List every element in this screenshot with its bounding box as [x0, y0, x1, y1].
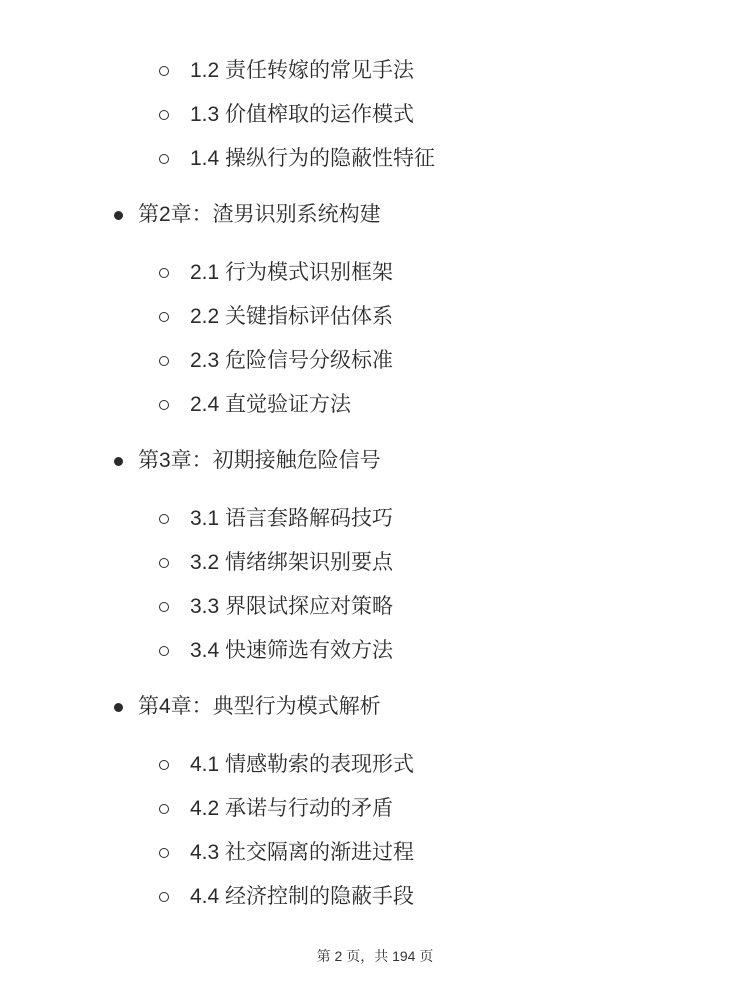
toc-item [0, 93, 750, 137]
toc-item-label: 3.3 界限试探应对策略 [190, 595, 394, 618]
toc-item-label: 2.3 危险信号分级标准 [190, 349, 394, 372]
disc-bullet-icon [114, 457, 123, 466]
toc-item-label: 3.2 情绪绑架识别要点 [190, 551, 394, 574]
circle-bullet-icon [159, 760, 169, 770]
toc-item-label: 1.3 价值榨取的运作模式 [190, 103, 415, 126]
toc-item-label: 2.2 关键指标评估体系 [190, 305, 394, 328]
disc-bullet-icon [114, 211, 123, 220]
page-indicator: 第 2 页，共 194 页 [316, 948, 434, 964]
toc-chapter [0, 193, 750, 237]
toc-item [0, 787, 750, 831]
toc-item [0, 497, 750, 541]
toc-item-label: 3.4 快速筛选有效方法 [190, 639, 394, 662]
circle-bullet-icon [159, 268, 169, 278]
toc-chapter-label: 第4章：典型行为模式解析 [138, 695, 381, 718]
toc-item-label: 2.4 直觉验证方法 [190, 393, 352, 416]
toc-item-label: 4.1 情感勒索的表现形式 [190, 753, 415, 776]
toc-item-label: 4.2 承诺与行动的矛盾 [190, 797, 394, 820]
circle-bullet-icon [159, 400, 169, 410]
circle-bullet-icon [159, 892, 169, 902]
circle-bullet-icon [159, 66, 169, 76]
circle-bullet-icon [159, 110, 169, 120]
toc-chapter-label: 第2章：渣男识别系统构建 [138, 203, 381, 226]
toc-item [0, 541, 750, 585]
toc-item-label: 2.1 行为模式识别框架 [190, 261, 394, 284]
disc-bullet-icon [114, 703, 123, 712]
toc-item [0, 383, 750, 427]
toc-item-label: 4.3 社交隔离的渐进过程 [190, 841, 415, 864]
toc-item [0, 251, 750, 295]
circle-bullet-icon [159, 848, 169, 858]
circle-bullet-icon [159, 602, 169, 612]
circle-bullet-icon [159, 514, 169, 524]
toc-item [0, 295, 750, 339]
toc-item [0, 339, 750, 383]
toc-item [0, 743, 750, 787]
toc-chapter-label: 第3章：初期接触危险信号 [138, 449, 381, 472]
toc-item [0, 831, 750, 875]
circle-bullet-icon [159, 558, 169, 568]
toc-item-label: 1.2 责任转嫁的常见手法 [190, 59, 415, 82]
toc-item-label: 4.4 经济控制的隐蔽手段 [190, 885, 415, 908]
toc-item [0, 585, 750, 629]
circle-bullet-icon [159, 356, 169, 366]
toc-item [0, 875, 750, 919]
toc-item-label: 1.4 操纵行为的隐蔽性特征 [190, 147, 436, 170]
circle-bullet-icon [159, 804, 169, 814]
toc-item [0, 629, 750, 673]
toc-item [0, 49, 750, 93]
toc-item [0, 137, 750, 181]
toc-chapter [0, 439, 750, 483]
circle-bullet-icon [159, 646, 169, 656]
toc-item-label: 3.1 语言套路解码技巧 [190, 507, 394, 530]
circle-bullet-icon [159, 154, 169, 164]
toc-chapter [0, 685, 750, 729]
circle-bullet-icon [159, 312, 169, 322]
